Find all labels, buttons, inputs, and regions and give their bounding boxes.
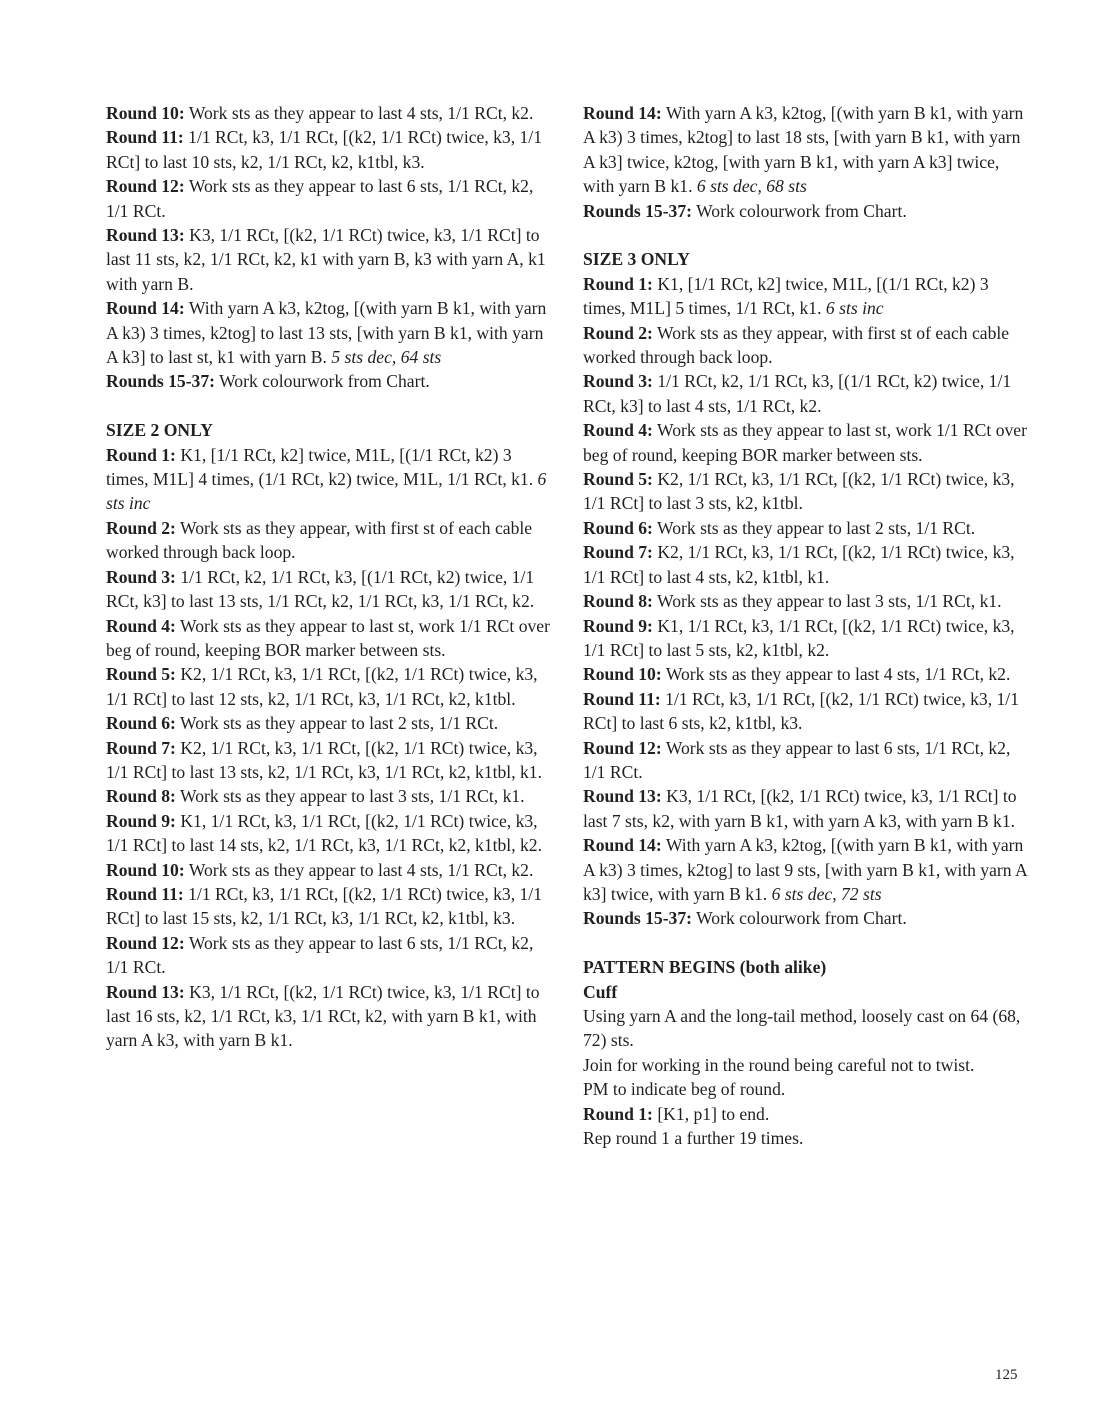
round-text: Work colourwork from Chart. [219,371,430,392]
round-instruction [583,589,1031,613]
round-text: Work colourwork from Chart. [696,908,907,929]
round-text: Work sts as they appear to last 2 sts, 1/1 RCt. [657,517,976,538]
round-label: Round 2: [106,517,176,538]
round-text: K3, 1/1 RCt, [(k2, 1/1 RCt) twice, k3, 1/1 RCt] to last 11 sts, k2, 1/1 RCt, k2, k1 with yarn B, k3 with yarn A, k1 with yarn B. [106,225,546,294]
round-instruction [583,1102,1031,1126]
round-text: K1, [1/1 RCt, k2] twice, M1L, [(1/1 RCt, k2) 3 times, M1L] 5 times, 1/1 RCt, k1. [583,273,989,319]
round-label: Round 10: [106,859,185,880]
round-label: Round 3: [583,371,653,392]
round-label: Round 4: [106,615,176,636]
round-instruction [106,296,554,369]
left-column [106,101,554,1053]
round-label: Round 10: [583,664,662,685]
round-text: K2, 1/1 RCt, k3, 1/1 RCt, [(k2, 1/1 RCt) twice, k3, 1/1 RCt] to last 13 sts, k2, 1/1 RCt, k3, 1/1 RCt, k2, k1tbl, k1. [106,737,542,782]
round-text: Work sts as they appear, with first st of each cable worked through back loop. [583,322,1010,368]
round-text: K2, 1/1 RCt, k3, 1/1 RCt, [(k2, 1/1 RCt) twice, k3, 1/1 RCt] to last 3 sts, k2, k1tbl. [583,469,1015,514]
round-instruction [583,540,1031,589]
round-text: Work colourwork from Chart. [696,200,907,221]
section-gap [583,931,1031,955]
round-label: Round 13: [106,225,185,246]
round-instruction [583,101,1031,199]
round-text: With yarn A k3, k2tog, [(with yarn B k1, with yarn A k3) 3 times, k2tog] to last 18 sts, [with yarn B k1, with yarn A k3] twice, k2tog, [with yarn B k1, with yarn A k3] twice, with yarn B k1. [583,103,1024,197]
round-text: K1, [1/1 RCt, k2] twice, M1L, [(1/1 RCt, k2) 3 times, M1L] 4 times, (1/1 RCt, k2) twice, M1L, 1/1 RCt, k1. [106,444,534,490]
round-text: 1/1 RCt, k2, 1/1 RCt, k3, [(1/1 RCt, k2) twice, 1/1 RCt, k3] to last 13 sts, 1/1 RCt, k2, 1/1 RCt, k3, 1/1 RCt, k2. [106,566,535,612]
round-label: Round 12: [106,176,185,197]
round-instruction [583,614,1031,663]
round-text: Work sts as they appear to last st, work 1/1 RCt over beg of round, keeping BOR marker between sts. [583,420,1027,465]
cuff-instruction: Using yarn A and the long-tail method, loosely cast on 64 (68, 72) sts. [583,1006,1021,1051]
round-text: 1/1 RCt, k3, 1/1 RCt, [(k2, 1/1 RCt) twice, k3, 1/1 RCt] to last 10 sts, k2, 1/1 RCt, k2, k1tbl, k3. [106,127,542,172]
right-column [583,101,1031,1150]
round-instruction [106,882,554,931]
round-label: Round 12: [583,737,662,758]
page-number: 125 [995,1367,1018,1383]
round-instruction [583,662,1031,686]
round-label: Round 1: [583,1103,653,1124]
round-label: Round 14: [583,103,662,123]
round-instruction [106,516,554,565]
round-instruction [106,711,554,735]
round-label: Round 11: [106,883,184,904]
round-label: Rounds 15-37: [583,908,693,929]
section-heading-size-2: SIZE 2 ONLY [106,420,213,441]
round-label: Round 5: [583,469,653,490]
round-label: Round 11: [106,127,184,148]
round-label: Round 14: [583,835,662,856]
section-heading-cuff: Cuff [583,981,618,1002]
round-instruction [106,369,554,393]
round-instruction [106,174,554,223]
round-instruction [106,931,554,980]
round-text: Work sts as they appear to last 6 sts, 1/1 RCt, k2, 1/1 RCt. [106,176,534,221]
round-label: Round 1: [106,444,176,465]
round-instruction [106,565,554,614]
round-instruction [106,858,554,882]
round-text: [K1, p1] to end. [657,1103,770,1124]
round-label: Round 1: [583,273,653,294]
round-text: 1/1 RCt, k2, 1/1 RCt, k3, [(1/1 RCt, k2) twice, 1/1 RCt, k3] to last 4 sts, 1/1 RCt, k2. [583,371,1012,416]
round-text: K1, 1/1 RCt, k3, 1/1 RCt, [(k2, 1/1 RCt) twice, k3, 1/1 RCt] to last 14 sts, k2, 1/1 RCt, k3, 1/1 RCt, k2, k1tbl, k2. [106,810,542,856]
round-label: Round 13: [106,981,185,1002]
section-gap [106,394,554,418]
round-instruction [583,321,1031,370]
round-label: Round 11: [583,688,661,709]
round-text: Work sts as they appear, with first st of each cable worked through back loop. [106,517,533,563]
round-instruction [106,662,554,711]
round-label: Round 6: [583,517,653,538]
round-label: Round 7: [583,542,653,563]
round-label: Round 10: [106,103,185,123]
stitch-count-note: 5 sts dec, 64 sts [331,347,442,368]
round-text: K3, 1/1 RCt, [(k2, 1/1 RCt) twice, k3, 1/1 RCt] to last 7 sts, k2, with yarn B k1, with yarn A k3, with yarn B k1. [583,786,1017,831]
section-heading-size-3: SIZE 3 ONLY [583,249,690,270]
stitch-count-note: 6 sts dec, 72 sts [771,883,882,904]
round-text: K1, 1/1 RCt, k3, 1/1 RCt, [(k2, 1/1 RCt) twice, k3, 1/1 RCt] to last 5 sts, k2, k1tbl, k2. [583,615,1015,660]
round-instruction [106,980,554,1053]
round-instruction [106,809,554,858]
round-instruction [583,467,1031,516]
round-text: With yarn A k3, k2tog, [(with yarn B k1, with yarn A k3) 3 times, k2tog] to last 13 sts, [with yarn B k1, with yarn A k3] to last st, k1 with yarn B. [106,298,547,368]
round-label: Rounds 15-37: [583,200,693,221]
round-label: Round 4: [583,420,653,441]
round-label: Round 14: [106,298,185,319]
round-label: Rounds 15-37: [106,371,216,392]
round-text: Work sts as they appear to last 2 sts, 1/1 RCt. [180,713,499,734]
round-label: Round 2: [583,322,653,343]
round-instruction [106,784,554,808]
round-instruction [106,101,554,125]
cuff-repeat-instruction: Rep round 1 a further 19 times. [583,1128,804,1149]
round-instruction [583,516,1031,540]
round-text: K3, 1/1 RCt, [(k2, 1/1 RCt) twice, k3, 1/1 RCt] to last 16 sts, k2, 1/1 RCt, k3, 1/1 RCt, k2, with yarn B k1, with yarn A k3, with yarn B k1. [106,981,540,1051]
round-instruction [583,906,1031,930]
round-text: Work sts as they appear to last 4 sts, 1/1 RCt, k2. [188,103,534,123]
stitch-count-note: 6 sts inc [106,469,547,514]
round-text: Work sts as they appear to last 6 sts, 1/1 RCt, k2, 1/1 RCt. [106,932,534,978]
round-instruction [583,784,1031,833]
round-label: Round 12: [106,932,185,953]
round-instruction [583,687,1031,736]
stitch-count-note: 6 sts inc [825,298,884,319]
round-text: With yarn A k3, k2tog, [(with yarn B k1, with yarn A k3) 3 times, k2tog] to last 9 sts, [with yarn B k1, with yarn A k3] twice, with yarn B k1. [583,835,1027,904]
round-label: Round 9: [106,810,176,831]
round-text: K2, 1/1 RCt, k3, 1/1 RCt, [(k2, 1/1 RCt) twice, k3, 1/1 RCt] to last 12 sts, k2, 1/1 RCt, k3, 1/1 RCt, k2, k1tbl. [106,664,538,709]
round-instruction [583,418,1031,467]
cuff-instruction: Join for working in the round being careful not to twist. [583,1054,975,1075]
round-instruction [583,736,1031,785]
round-label: Round 9: [583,615,653,636]
section-heading-pattern-begins: PATTERN BEGINS (both alike) [583,957,827,978]
round-text: Work sts as they appear to last 3 sts, 1/1 RCt, k1. [180,786,525,807]
round-text: Work sts as they appear to last 6 sts, 1/1 RCt, k2, 1/1 RCt. [583,737,1011,782]
round-instruction [583,272,1031,321]
round-label: Round 3: [106,566,176,587]
round-text: Work sts as they appear to last 3 sts, 1/1 RCt, k1. [657,591,1002,612]
round-text: 1/1 RCt, k3, 1/1 RCt, [(k2, 1/1 RCt) twice, k3, 1/1 RCt] to last 15 sts, k2, 1/1 RCt, k3, 1/1 RCt, k2, k1tbl, k3. [106,883,542,929]
cuff-instruction: PM to indicate beg of round. [583,1079,786,1100]
round-label: Round 13: [583,786,662,807]
round-instruction [106,614,554,663]
round-label: Round 7: [106,737,176,758]
round-label: Round 8: [106,786,176,807]
round-instruction [106,736,554,785]
round-text: Work sts as they appear to last st, work 1/1 RCt over beg of round, keeping BOR marker between sts. [106,615,550,660]
round-instruction [106,443,554,516]
round-label: Round 5: [106,664,176,685]
stitch-count-note: 6 sts dec, 68 sts [696,176,807,197]
round-instruction [583,833,1031,906]
round-instruction [583,369,1031,418]
round-text: K2, 1/1 RCt, k3, 1/1 RCt, [(k2, 1/1 RCt) twice, k3, 1/1 RCt] to last 4 sts, k2, k1tbl, k1. [583,542,1015,587]
section-gap [583,223,1031,247]
round-instruction [106,223,554,296]
round-text: Work sts as they appear to last 4 sts, 1/1 RCt, k2. [665,664,1011,685]
round-text: 1/1 RCt, k3, 1/1 RCt, [(k2, 1/1 RCt) twice, k3, 1/1 RCt] to last 6 sts, k2, k1tbl, k3. [583,688,1019,734]
round-text: Work sts as they appear to last 4 sts, 1/1 RCt, k2. [188,859,534,880]
round-label: Round 6: [106,713,176,734]
round-label: Round 8: [583,591,653,612]
round-instruction [106,125,554,174]
round-instruction [583,199,1031,223]
